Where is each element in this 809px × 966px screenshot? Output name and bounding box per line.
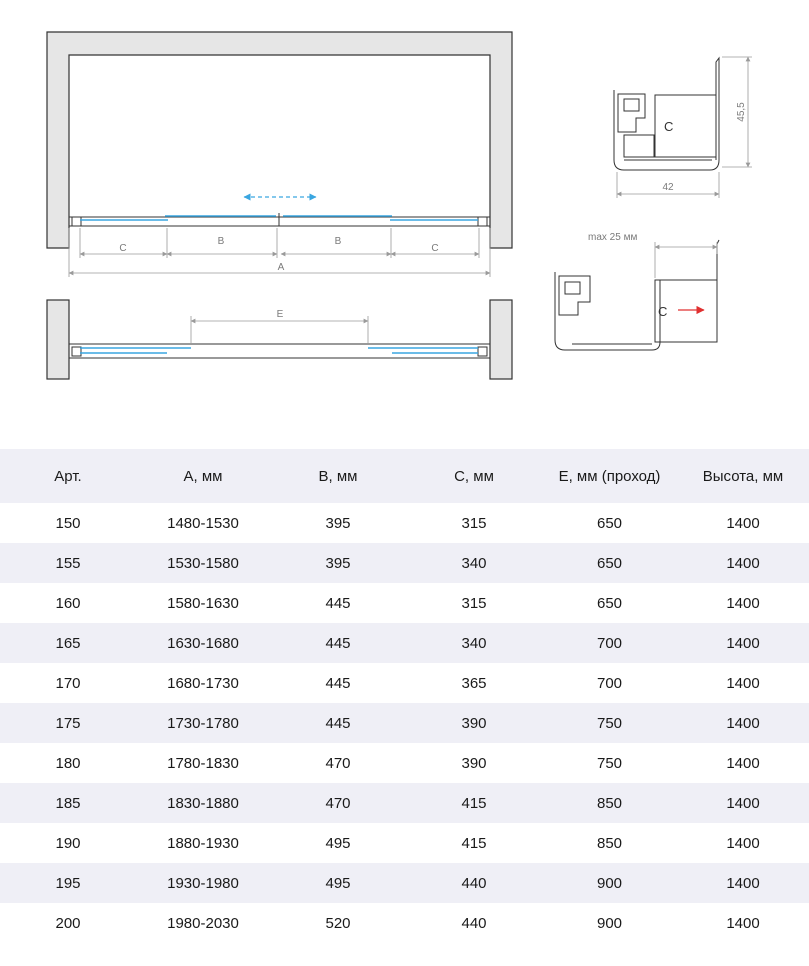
table-row	[0, 783, 809, 823]
cell-c: 440	[406, 863, 542, 903]
table-row	[0, 663, 809, 703]
cell-height: 1400	[677, 543, 809, 583]
cell-a: 1780-1830	[167, 754, 239, 772]
cell-c: 390	[461, 754, 487, 772]
table-row	[0, 743, 809, 783]
dim-label-a: A	[277, 262, 285, 273]
cell-height: 1400	[726, 594, 760, 612]
cell-e: 650	[596, 514, 623, 532]
cell-e: 900	[596, 914, 623, 932]
profile-width-label: 42	[662, 182, 674, 193]
cell-a: 1980-2030	[167, 914, 239, 932]
cell-e: 700	[542, 623, 677, 663]
cell-e: 700	[596, 674, 623, 692]
table-header-row	[0, 449, 809, 503]
max-gap-label: max 25 мм	[588, 232, 638, 243]
cell-height: 1400	[726, 754, 760, 772]
cell-art: 150	[55, 514, 81, 532]
cell-c: 415	[461, 834, 487, 852]
table-row	[0, 543, 809, 583]
cell-art: 160	[55, 594, 81, 612]
profile-section	[614, 57, 752, 198]
cell-b: 495	[325, 834, 351, 852]
cell-b: 520	[325, 914, 351, 932]
cell-e: 750	[596, 754, 623, 772]
cell-c: 365	[461, 674, 487, 692]
table-row	[0, 903, 809, 943]
table-row	[0, 503, 809, 543]
profile-height-label: 45,5	[736, 102, 747, 122]
cell-b: 495	[270, 863, 406, 903]
top-view-closed	[47, 32, 512, 277]
column-header-a: A, мм	[136, 449, 270, 503]
cell-b: 445	[325, 674, 351, 692]
cell-e: 900	[542, 863, 677, 903]
cell-c: 440	[461, 914, 487, 932]
table-row	[0, 863, 809, 903]
c-clip-adjust-icon: C	[658, 304, 668, 319]
cell-a: 1830-1880	[136, 783, 270, 823]
cell-art: 185	[0, 783, 136, 823]
cell-art: 190	[55, 834, 81, 852]
profile-adjustment	[555, 232, 719, 350]
dimensions-table	[0, 449, 809, 943]
cell-a: 1630-1680	[136, 623, 270, 663]
cell-b: 470	[325, 754, 351, 772]
technical-drawing	[0, 0, 809, 440]
roller-right-icon	[478, 217, 487, 226]
cell-b: 395	[325, 514, 351, 532]
cell-b: 445	[270, 703, 406, 743]
cell-a: 1580-1630	[167, 594, 239, 612]
cell-c: 340	[406, 623, 542, 663]
cell-art: 195	[0, 863, 136, 903]
dim-label-b-left: B	[217, 236, 225, 247]
cell-height: 1400	[726, 914, 760, 932]
table-row	[0, 583, 809, 623]
dim-label-e: E	[276, 309, 284, 320]
cell-a: 1530-1580	[136, 543, 270, 583]
cell-e: 650	[596, 594, 623, 612]
column-header-c: C, мм	[406, 449, 542, 503]
column-header-height: Высота, мм	[677, 449, 809, 503]
cell-height: 1400	[677, 783, 809, 823]
dim-label-b-right: B	[334, 236, 342, 247]
cell-art: 155	[0, 543, 136, 583]
roller-open-left-icon	[72, 347, 81, 356]
cell-e: 850	[542, 783, 677, 823]
cell-a: 1880-1930	[167, 834, 239, 852]
cell-a: 1730-1780	[136, 703, 270, 743]
cell-art: 165	[0, 623, 136, 663]
wall-left	[47, 300, 69, 379]
cell-height: 1400	[677, 863, 809, 903]
table-row	[0, 703, 809, 743]
cell-height: 1400	[726, 674, 760, 692]
cell-art: 200	[55, 914, 81, 932]
cell-b: 395	[270, 543, 406, 583]
cell-e: 750	[542, 703, 677, 743]
top-view-open	[47, 300, 512, 379]
cell-height: 1400	[726, 834, 760, 852]
cell-a: 1480-1530	[167, 514, 239, 532]
cell-e: 850	[596, 834, 623, 852]
cell-height: 1400	[677, 703, 809, 743]
cell-art: 170	[55, 674, 81, 692]
cell-e: 650	[542, 543, 677, 583]
cell-c: 315	[461, 514, 487, 532]
c-clip-icon: C	[664, 119, 674, 134]
cell-b: 445	[325, 594, 351, 612]
roller-open-right-icon	[478, 347, 487, 356]
cell-art: 175	[0, 703, 136, 743]
table-row	[0, 623, 809, 663]
cell-c: 390	[406, 703, 542, 743]
cell-c: 315	[461, 594, 487, 612]
wall-right	[490, 300, 512, 379]
roller-left-icon	[72, 217, 81, 226]
cell-c: 340	[406, 543, 542, 583]
cell-c: 415	[406, 783, 542, 823]
dim-label-c-left: C	[119, 243, 127, 254]
cell-art: 180	[55, 754, 81, 772]
cell-b: 445	[270, 623, 406, 663]
column-header-b: B, мм	[270, 449, 406, 503]
cell-height: 1400	[677, 623, 809, 663]
column-header-art: Арт.	[0, 449, 136, 503]
cell-a: 1930-1980	[136, 863, 270, 903]
cell-height: 1400	[726, 514, 760, 532]
table-row	[0, 823, 809, 863]
column-header-e: E, мм (проход)	[542, 449, 677, 503]
cell-a: 1680-1730	[167, 674, 239, 692]
dim-label-c-right: C	[431, 243, 439, 254]
cell-b: 470	[270, 783, 406, 823]
